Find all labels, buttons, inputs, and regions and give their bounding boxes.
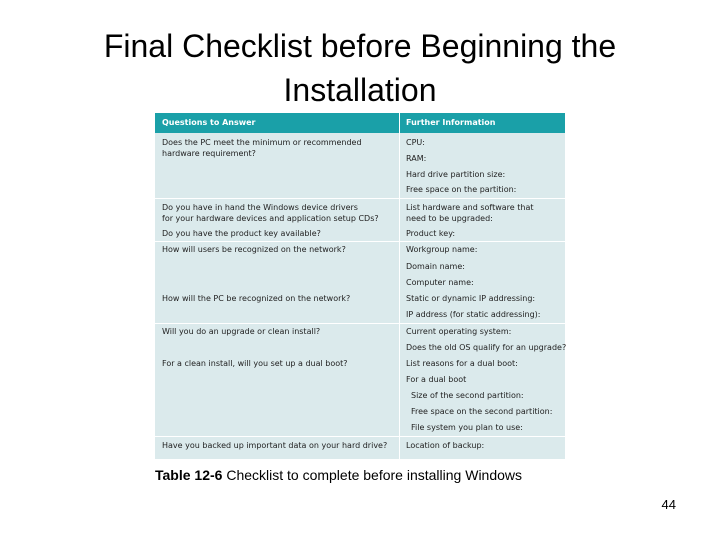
row-divider [155, 198, 565, 199]
table-caption [155, 466, 522, 484]
question-cell: How will the PC be recognized on the network? [162, 294, 351, 303]
table-header [155, 113, 565, 133]
checklist-table [155, 113, 565, 459]
info-cell: Location of backup: [406, 441, 485, 450]
row-divider [155, 436, 565, 437]
row-divider [155, 323, 565, 324]
info-cell: Does the old OS qualify for an upgrade? [406, 343, 567, 352]
slide-title: Final Checklist before Beginning the Installation [103, 28, 617, 108]
info-cell: CPU: [406, 138, 425, 147]
info-cell: Free space on the second partition: [411, 407, 553, 416]
info-cell: List reasons for a dual boot: [406, 359, 518, 368]
question-cell: For a clean install, will you set up a dual boot? [162, 359, 348, 368]
page-number: 44 [661, 497, 676, 512]
question-cell: hardware requirement? [162, 149, 256, 158]
info-cell: need to be upgraded: [406, 214, 493, 223]
info-cell: Computer name: [406, 278, 474, 287]
question-cell: Do you have in hand the Windows device drivers [162, 203, 358, 212]
info-cell: Workgroup name: [406, 245, 478, 254]
info-cell: File system you plan to use: [411, 423, 523, 432]
header-further-info: Further Information [406, 118, 496, 127]
info-cell: RAM: [406, 154, 427, 163]
question-cell: Does the PC meet the minimum or recommended [162, 138, 362, 147]
info-cell: Free space on the partition: [406, 185, 517, 194]
question-cell: for your hardware devices and application setup CDs? [162, 214, 379, 223]
header-questions: Questions to Answer [162, 118, 256, 127]
question-cell: Do you have the product key available? [162, 229, 321, 238]
info-cell: For a dual boot [406, 375, 467, 384]
info-cell: Current operating system: [406, 327, 512, 336]
caption-text: Checklist to complete before installing Windows [226, 467, 523, 483]
info-cell: Product key: [406, 229, 456, 238]
info-cell: IP address (for static addressing): [406, 310, 541, 319]
info-cell: Domain name: [406, 262, 465, 271]
column-divider [399, 113, 400, 459]
question-cell: Will you do an upgrade or clean install? [162, 327, 321, 336]
question-cell: How will users be recognized on the network? [162, 245, 346, 254]
info-cell: Size of the second partition: [411, 391, 524, 400]
caption-label: Table 12-6 [155, 467, 223, 483]
info-cell: Static or dynamic IP addressing: [406, 294, 536, 303]
row-divider [155, 241, 565, 242]
info-cell: Hard drive partition size: [406, 170, 506, 179]
info-cell: List hardware and software that [406, 203, 534, 212]
question-cell: Have you backed up important data on your hard drive? [162, 441, 388, 450]
